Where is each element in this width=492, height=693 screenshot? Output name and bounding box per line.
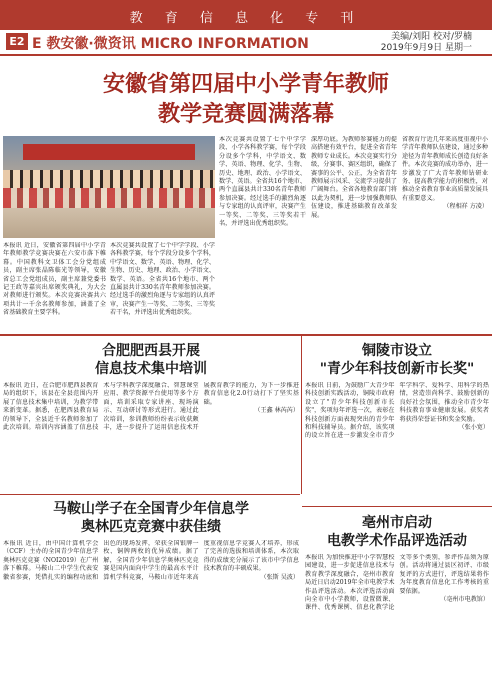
bozhou-headline-line2: 电教学术作品评选活动 <box>327 533 467 549</box>
tongling-body <box>305 382 489 502</box>
section-divider-2 <box>0 494 300 495</box>
hefei-author: （王鑫 林芮芮） <box>254 407 299 415</box>
tongling-headline-line2: "青少年科技创新市长奖" <box>319 361 475 377</box>
photo-sashes <box>3 188 215 208</box>
photo-banner <box>23 144 195 160</box>
maanshan-author: （张斯 吴波） <box>260 573 299 581</box>
lead-col-3: 本次竞赛共设置了七个中学学段、小学各科教学赛，每个学段分设多个学科，中学语文、数学、英语、物理、化学、生物、历史、地理、政治、小学语文、数学、英语。全省共16个地市、两个直属县共计330名青年教师参加决赛。经过选手的激烈角逐与专家组的认真评审，决赛产生一等奖、二等奖、三等奖若干名，并评选出优秀组织奖。 <box>219 136 306 228</box>
section-english: MICRO INFORMATION <box>140 36 309 52</box>
maanshan-body <box>3 540 299 688</box>
lead-col-1: 本报讯 近日，安徽省第四届中小学青年教师教学竞赛决赛在六安市落下帷幕。中国教科文卫体工会分党组成员，副主席张晶陈临光等领导，安徽省总工会党组成员，副主席兼党委书记王政等嘉宾出席颁奖典礼，为大会对教师进行颁奖。本次竞赛决赛共六项共计一千余名教师参加，涵盖了全省基础教育主要学科。 <box>3 242 106 317</box>
award-ceremony-photo <box>3 136 215 238</box>
hefei-body-text: 本报讯 近日，在合肥市肥西县教育局的组织下，该县在全县范围内开展了信息技术集中培训，为教学带来新变革。据悉，在肥西县教育局的领导下，全县近千名教师参加了此次培训。培训内容涵盖了信息技术与学科教学深度融合、智慧课堂应用、教学资源平台使用等多个方面，培训采取专家讲座、现场演示、互动研讨等形式进行。通过此次培训，参训教师纷纷表示收获颇丰，进一步提升了运用信息技术开展教育教学的能力，为下一步推进教育信息化2.0行动打下了坚实基础。 <box>3 382 299 432</box>
maanshan-body-text: 本报讯 近日，由中国计算机学会（CCF）主办的全国青少年信息学奥林匹克竞赛（NOI2019）在广州落下帷幕。马鞍山二中学生代表安徽省参赛，凭借扎实的编程功底和出色的现场发挥，荣获全国银牌一枚、铜牌两枚的优异成绩。据了解，全国青少年信息学奥林匹克竞赛是国内面向中学生的最高水平计算机学科竞赛，马鞍山市近年来高度重视信息学竞赛人才培养，形成了完善的选拔和培训体系，本次取得的成绩充分展示了该市中学信息技术教育的丰硕成果。 <box>3 540 299 581</box>
lead-headline-line1: 安徽省第四届中小学青年教师 <box>102 72 389 97</box>
lead-col-4: 深厚功底。为教师参赛能力的提高搭建有效平台，促进全省青年教师专业成长。本次竞赛实行分级，分赛事、赛区组织，确保了赛事的公平、公正，为全省青年教师展示风采、交流学习提供了广阔舞台。全省各地教育部门将以此为契机，进一步加强教师队伍建设，推进基础教育改革发展。 <box>311 136 397 219</box>
hefei-headline <box>3 342 299 378</box>
lead-col-2b: 本次竞赛共设置了七个中学学段、小学各科教学赛，每个学段分设多个学科，中学语文、数学、英语、物理、化学、生物、历史、地理、政治、小学语文、数学、英语。全省共16个地市、两个直属县共计330名青年教师参加决赛。经过选手的激烈角逐与专家组的认真评审，决赛产生一等奖、二等奖、三等奖若干名，并评选出优秀组织奖。 <box>110 242 215 317</box>
maanshan-headline <box>3 500 299 536</box>
page-number: E2 <box>6 33 28 50</box>
masthead-bar <box>0 0 492 30</box>
masthead-tagline: 教 育 信 息 化 专 刊 <box>129 11 363 26</box>
issue-meta <box>381 32 472 54</box>
section-title <box>32 33 309 53</box>
bozhou-body <box>305 554 489 688</box>
section-name: E 教安徽·微资讯 <box>32 36 136 52</box>
editor-credit: 美编/刘阳 校对/罗楠 <box>391 32 472 42</box>
hefei-headline-line2: 信息技术集中培训 <box>95 361 207 377</box>
section-divider-3 <box>302 506 492 507</box>
bozhou-headline <box>305 514 489 550</box>
lead-headline <box>0 70 492 130</box>
hefei-headline-line1: 合肥肥西县开展 <box>102 343 200 359</box>
lead-col-5 <box>402 136 488 330</box>
lead-col-5-text: 省教育厅近几年来高度重视中小学青年教师队伍建设，通过多种途径为青年教师成长创造良好条件。本次竞赛的成功举办，进一步激发了广大青年教师钻研业务、提高教学能力的积极性，对推动全省教育事业高质量发展具有重要意义。 <box>402 136 488 202</box>
maanshan-headline-line2: 奥林匹克竞赛中获佳绩 <box>81 519 221 535</box>
tongling-headline-line1: 铜陵市设立 <box>362 343 432 359</box>
tongling-headline <box>305 342 489 378</box>
hefei-body <box>3 382 299 490</box>
bozhou-body-text: 本报讯 为加快推进中小学智慧校园建设，进一步促进信息技术与教育教学深度融合，亳州市教育局近日启动2019年全市电教学术作品评选活动。本次评选活动面向全市中小学教师，设置微课、课件、优秀课例、信息化教学论文等多个类别，参评作品须为原创。活动将通过县区初评、市级复评的方式进行，评选结果将作为年度教育信息化工作考核的重要依据。 <box>305 554 489 612</box>
tongling-author: （张小宽） <box>458 424 489 432</box>
column-divider-1 <box>301 336 302 494</box>
maanshan-headline-line1: 马鞍山学子在全国青少年信息学 <box>53 501 249 517</box>
photo-people <box>3 170 215 188</box>
section-divider-1 <box>0 334 492 336</box>
bozhou-author: （亳州市电教馆） <box>440 596 489 604</box>
lead-author: （程相祥 方凌） <box>443 203 488 211</box>
tongling-body-text: 本报讯 日前，为鼓励广大青少年科技创新实践活动，铜陵市政府设立了"青少年科技创新市长奖"，奖项每年评选一次，表彰在科技创新方面表现突出的青少年和科技辅导员。据介绍，该奖项的设立旨在进一步激发全市青少年学科学、爱科学、用科学的热情，营造崇尚科学、鼓励创新的良好社会氛围，推动全市青少年科技教育事业健康发展。获奖者将获得荣誉证书和奖金奖励。 <box>305 382 489 440</box>
lead-headline-line2: 教学竞赛圆满落幕 <box>157 102 334 127</box>
bozhou-headline-line1: 亳州市启动 <box>362 515 432 531</box>
issue-date: 2019年9月9日 星期一 <box>380 43 472 53</box>
